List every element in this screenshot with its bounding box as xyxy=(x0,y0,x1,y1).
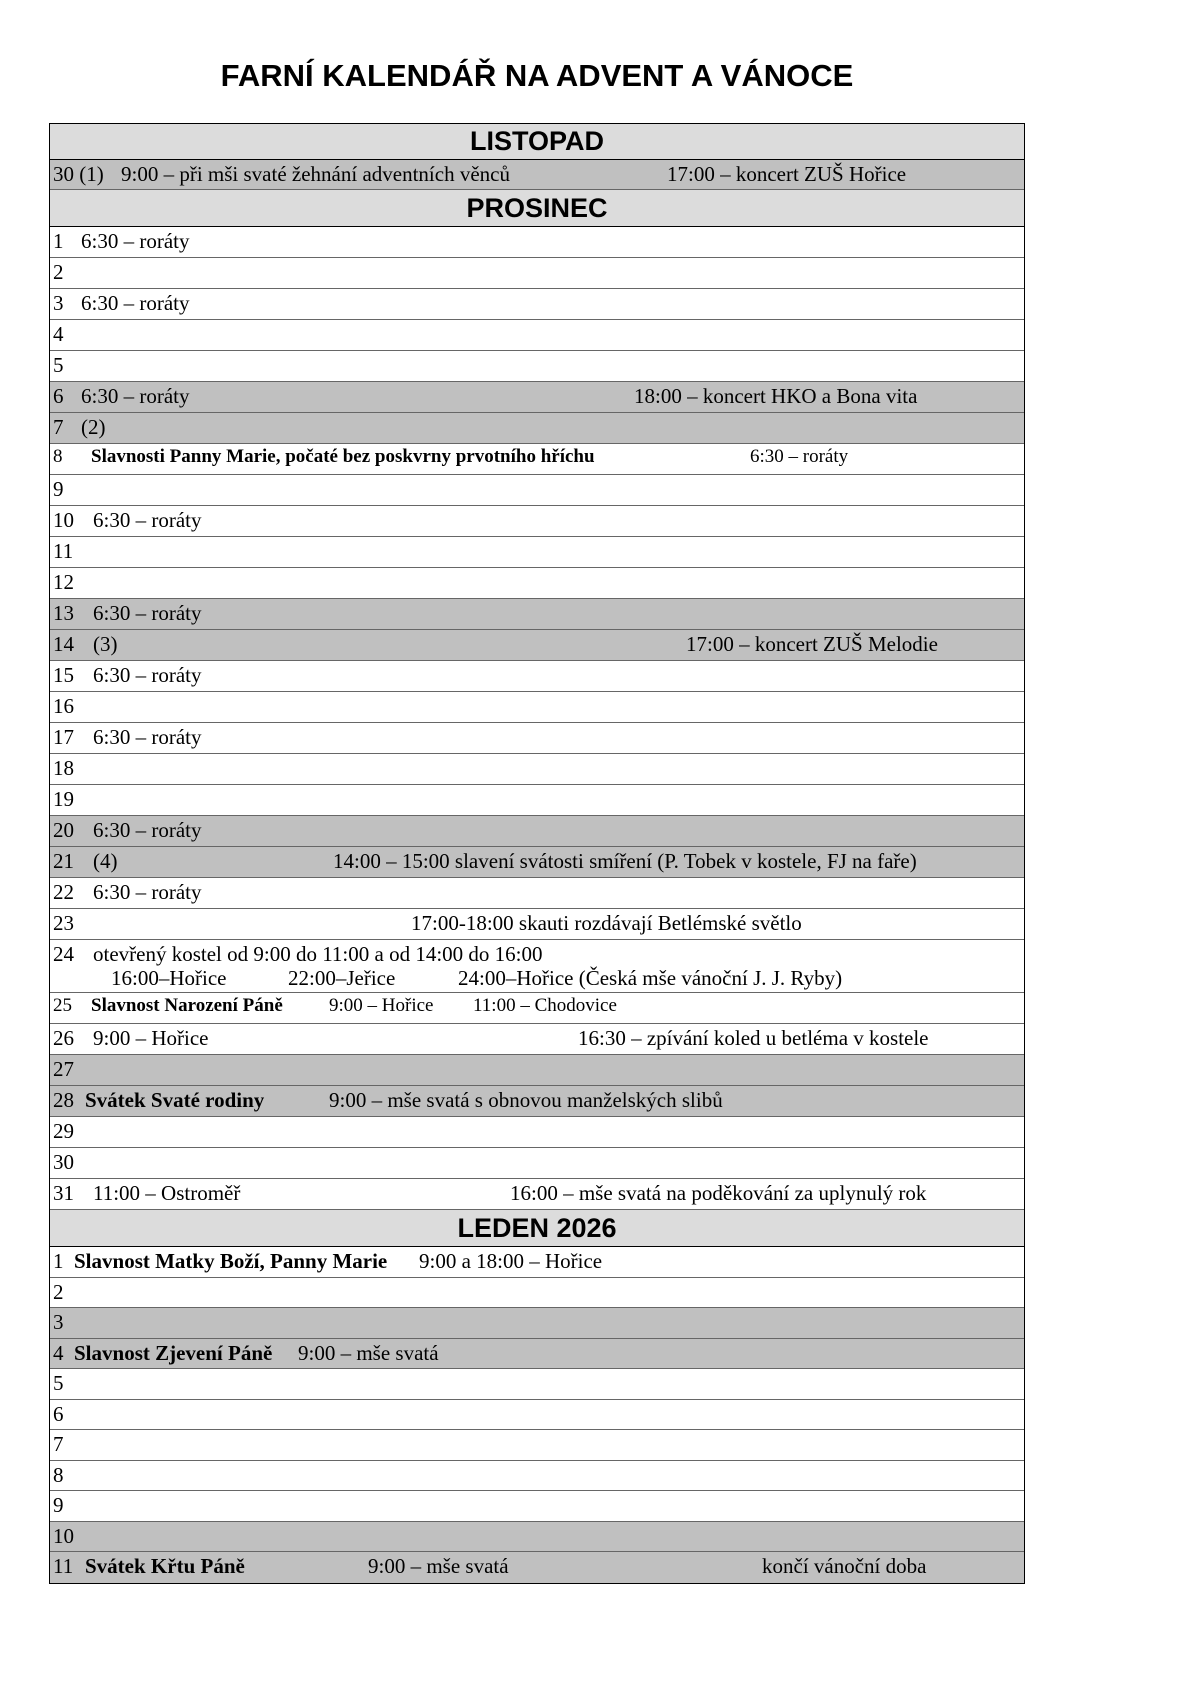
day-number: 7 xyxy=(53,415,64,439)
calendar-row xyxy=(50,506,1024,537)
day-number: 9 xyxy=(53,477,64,501)
calendar-row xyxy=(50,754,1024,785)
day-number: 5 xyxy=(53,1371,64,1395)
event-text: 9:00 – mše svatá s obnovou manželských slibů xyxy=(329,1088,723,1112)
event-text: 6:30 – roráty xyxy=(93,663,202,687)
day-number: 6 xyxy=(53,384,64,408)
event-text: 14:00 – 15:00 slavení svátosti smíření (P. Tobek v kostele, FJ na faře) xyxy=(333,849,917,873)
event-text: otevřený kostel od 9:00 do 11:00 a od 14:00 do 16:00 xyxy=(93,942,543,966)
day-number: 10 xyxy=(53,508,74,532)
day-number: 1 xyxy=(53,1249,64,1273)
event-text: (2) xyxy=(81,415,106,439)
day-number: 3 xyxy=(53,1310,64,1334)
calendar-row xyxy=(50,475,1024,506)
event-text: (3) xyxy=(93,632,118,656)
calendar-row xyxy=(50,1308,1024,1339)
calendar-row xyxy=(50,444,1024,475)
calendar-row xyxy=(50,1179,1024,1210)
day-number: 18 xyxy=(53,756,74,780)
calendar-row xyxy=(50,289,1024,320)
day-number: 3 xyxy=(53,291,64,315)
day-number: 13 xyxy=(53,601,74,625)
day-number: 4 xyxy=(53,322,64,346)
feast-name: Svátek Svaté rodiny xyxy=(85,1088,265,1112)
event-text: 9:00 – mše svatá xyxy=(298,1340,439,1365)
calendar-row xyxy=(50,320,1024,351)
calendar-row xyxy=(50,847,1024,878)
event-text: 16:30 – zpívání koled u betléma v kostele xyxy=(578,1026,929,1050)
day-number: 2 xyxy=(53,260,64,284)
event-text: 9:00 – mše svatá xyxy=(368,1554,509,1578)
event-text: 16:00–Hořice xyxy=(111,966,227,990)
day-number: 25 xyxy=(53,995,72,1016)
calendar-row xyxy=(50,661,1024,692)
day-number: 21 xyxy=(53,849,74,873)
day-number: 1 xyxy=(53,229,64,253)
day-number: 6 xyxy=(53,1401,64,1426)
feast-name: Slavnost Matky Boží, Panny Marie xyxy=(74,1249,388,1273)
calendar-row xyxy=(50,1461,1024,1492)
day-number: 22 xyxy=(53,880,74,904)
calendar-row xyxy=(50,1148,1024,1179)
event-text: 6:30 – roráty xyxy=(81,384,190,408)
event-text: 16:00 – mše svatá na poděkování za uplynulý rok xyxy=(510,1181,927,1205)
day-number: 23 xyxy=(53,911,74,935)
event-text: 22:00–Jeřice xyxy=(288,966,396,990)
event-text: 9:00 – při mši svaté žehnání adventních věnců xyxy=(121,162,510,186)
feast-name: Slavnosti Panny Marie, počaté bez poskvrny prvotního hříchu xyxy=(91,446,595,467)
calendar-row xyxy=(50,1400,1024,1431)
calendar-row xyxy=(50,227,1024,258)
calendar-table xyxy=(49,123,1025,1584)
day-number: 29 xyxy=(53,1119,74,1143)
calendar-row xyxy=(50,1522,1024,1553)
day-number: 17 xyxy=(53,725,74,749)
event-text: 24:00–Hořice (Česká mše vánoční J. J. Ryby) xyxy=(458,966,843,990)
event-text: 11:00 – Ostroměř xyxy=(93,1181,241,1205)
day-number: 5 xyxy=(53,353,64,377)
day-number: 16 xyxy=(53,694,74,718)
day-number: 7 xyxy=(53,1432,64,1456)
day-number: 4 xyxy=(53,1340,64,1365)
calendar-row xyxy=(50,785,1024,816)
day-number: 28 xyxy=(53,1088,74,1112)
calendar-row xyxy=(50,1430,1024,1461)
calendar-row xyxy=(50,382,1024,413)
event-text: 17:00 – koncert ZUŠ Hořice xyxy=(667,162,907,186)
day-number: 8 xyxy=(53,1462,64,1487)
day-number: 11 xyxy=(53,539,74,563)
event-text: končí vánoční doba xyxy=(762,1554,927,1578)
calendar-row xyxy=(50,599,1024,630)
calendar-row xyxy=(50,413,1024,444)
month-header: LEDEN 2026 xyxy=(50,1210,1024,1247)
day-number: 14 xyxy=(53,632,74,656)
day-number: 11 xyxy=(53,1554,74,1578)
event-text: 11:00 – Chodovice xyxy=(473,995,617,1016)
feast-name: Slavnost Narození Páně xyxy=(91,995,283,1016)
event-text: 6:30 – roráty xyxy=(750,446,849,467)
calendar-row xyxy=(50,940,1024,993)
calendar-row xyxy=(50,1055,1024,1086)
day-number: 9 xyxy=(53,1493,64,1517)
calendar-row xyxy=(50,1278,1024,1309)
month-header: PROSINEC xyxy=(50,190,1024,227)
calendar-row xyxy=(50,1339,1024,1370)
calendar-row xyxy=(50,816,1024,847)
day-number: 30 (1) xyxy=(53,162,104,186)
day-number: 12 xyxy=(53,570,74,594)
event-text: 9:00 – Hořice xyxy=(93,1026,209,1050)
day-number: 30 xyxy=(53,1150,74,1174)
day-number: 2 xyxy=(53,1279,64,1304)
calendar-row xyxy=(50,723,1024,754)
month-header: LISTOPAD xyxy=(50,124,1024,160)
event-text: 6:30 – roráty xyxy=(93,818,202,842)
day-number: 31 xyxy=(53,1181,74,1205)
calendar-row xyxy=(50,1086,1024,1117)
day-number: 26 xyxy=(53,1026,74,1050)
event-text: 6:30 – roráty xyxy=(93,725,202,749)
event-text: 18:00 – koncert HKO a Bona vita xyxy=(634,384,918,408)
event-text: 17:00-18:00 skauti rozdávají Betlémské světlo xyxy=(411,911,802,935)
day-number: 15 xyxy=(53,663,74,687)
day-number: 27 xyxy=(53,1057,74,1081)
feast-name: Svátek Křtu Páně xyxy=(85,1554,245,1578)
calendar-row xyxy=(50,1552,1024,1583)
calendar-row xyxy=(50,351,1024,382)
event-text: (4) xyxy=(93,849,118,873)
event-text: 9:00 – Hořice xyxy=(329,995,434,1016)
day-number: 8 xyxy=(53,446,63,467)
day-number: 19 xyxy=(53,787,74,811)
calendar-row xyxy=(50,692,1024,723)
event-text: 6:30 – roráty xyxy=(81,291,190,315)
event-text: 6:30 – roráty xyxy=(93,601,202,625)
calendar-row xyxy=(50,630,1024,661)
event-text: 17:00 – koncert ZUŠ Melodie xyxy=(686,632,938,656)
calendar-row xyxy=(50,160,1024,190)
calendar-row xyxy=(50,909,1024,940)
event-text: 6:30 – roráty xyxy=(93,508,202,532)
event-text: 6:30 – roráty xyxy=(81,229,190,253)
day-number: 10 xyxy=(53,1523,74,1548)
calendar-row xyxy=(50,1247,1024,1278)
day-number: 20 xyxy=(53,818,74,842)
page-title: FARNÍ KALENDÁŘ NA ADVENT A VÁNOCE xyxy=(220,58,854,93)
calendar-row xyxy=(50,1491,1024,1522)
event-text: 9:00 a 18:00 – Hořice xyxy=(419,1249,603,1273)
feast-name: Slavnost Zjevení Páně xyxy=(74,1340,273,1365)
calendar-row xyxy=(50,1369,1024,1400)
calendar-row xyxy=(50,1024,1024,1055)
event-text: 6:30 – roráty xyxy=(93,880,202,904)
day-number: 24 xyxy=(53,942,74,966)
calendar-row xyxy=(50,258,1024,289)
calendar-row xyxy=(50,568,1024,599)
calendar-row xyxy=(50,537,1024,568)
calendar-row xyxy=(50,993,1024,1024)
calendar-row xyxy=(50,1117,1024,1148)
calendar-row xyxy=(50,878,1024,909)
